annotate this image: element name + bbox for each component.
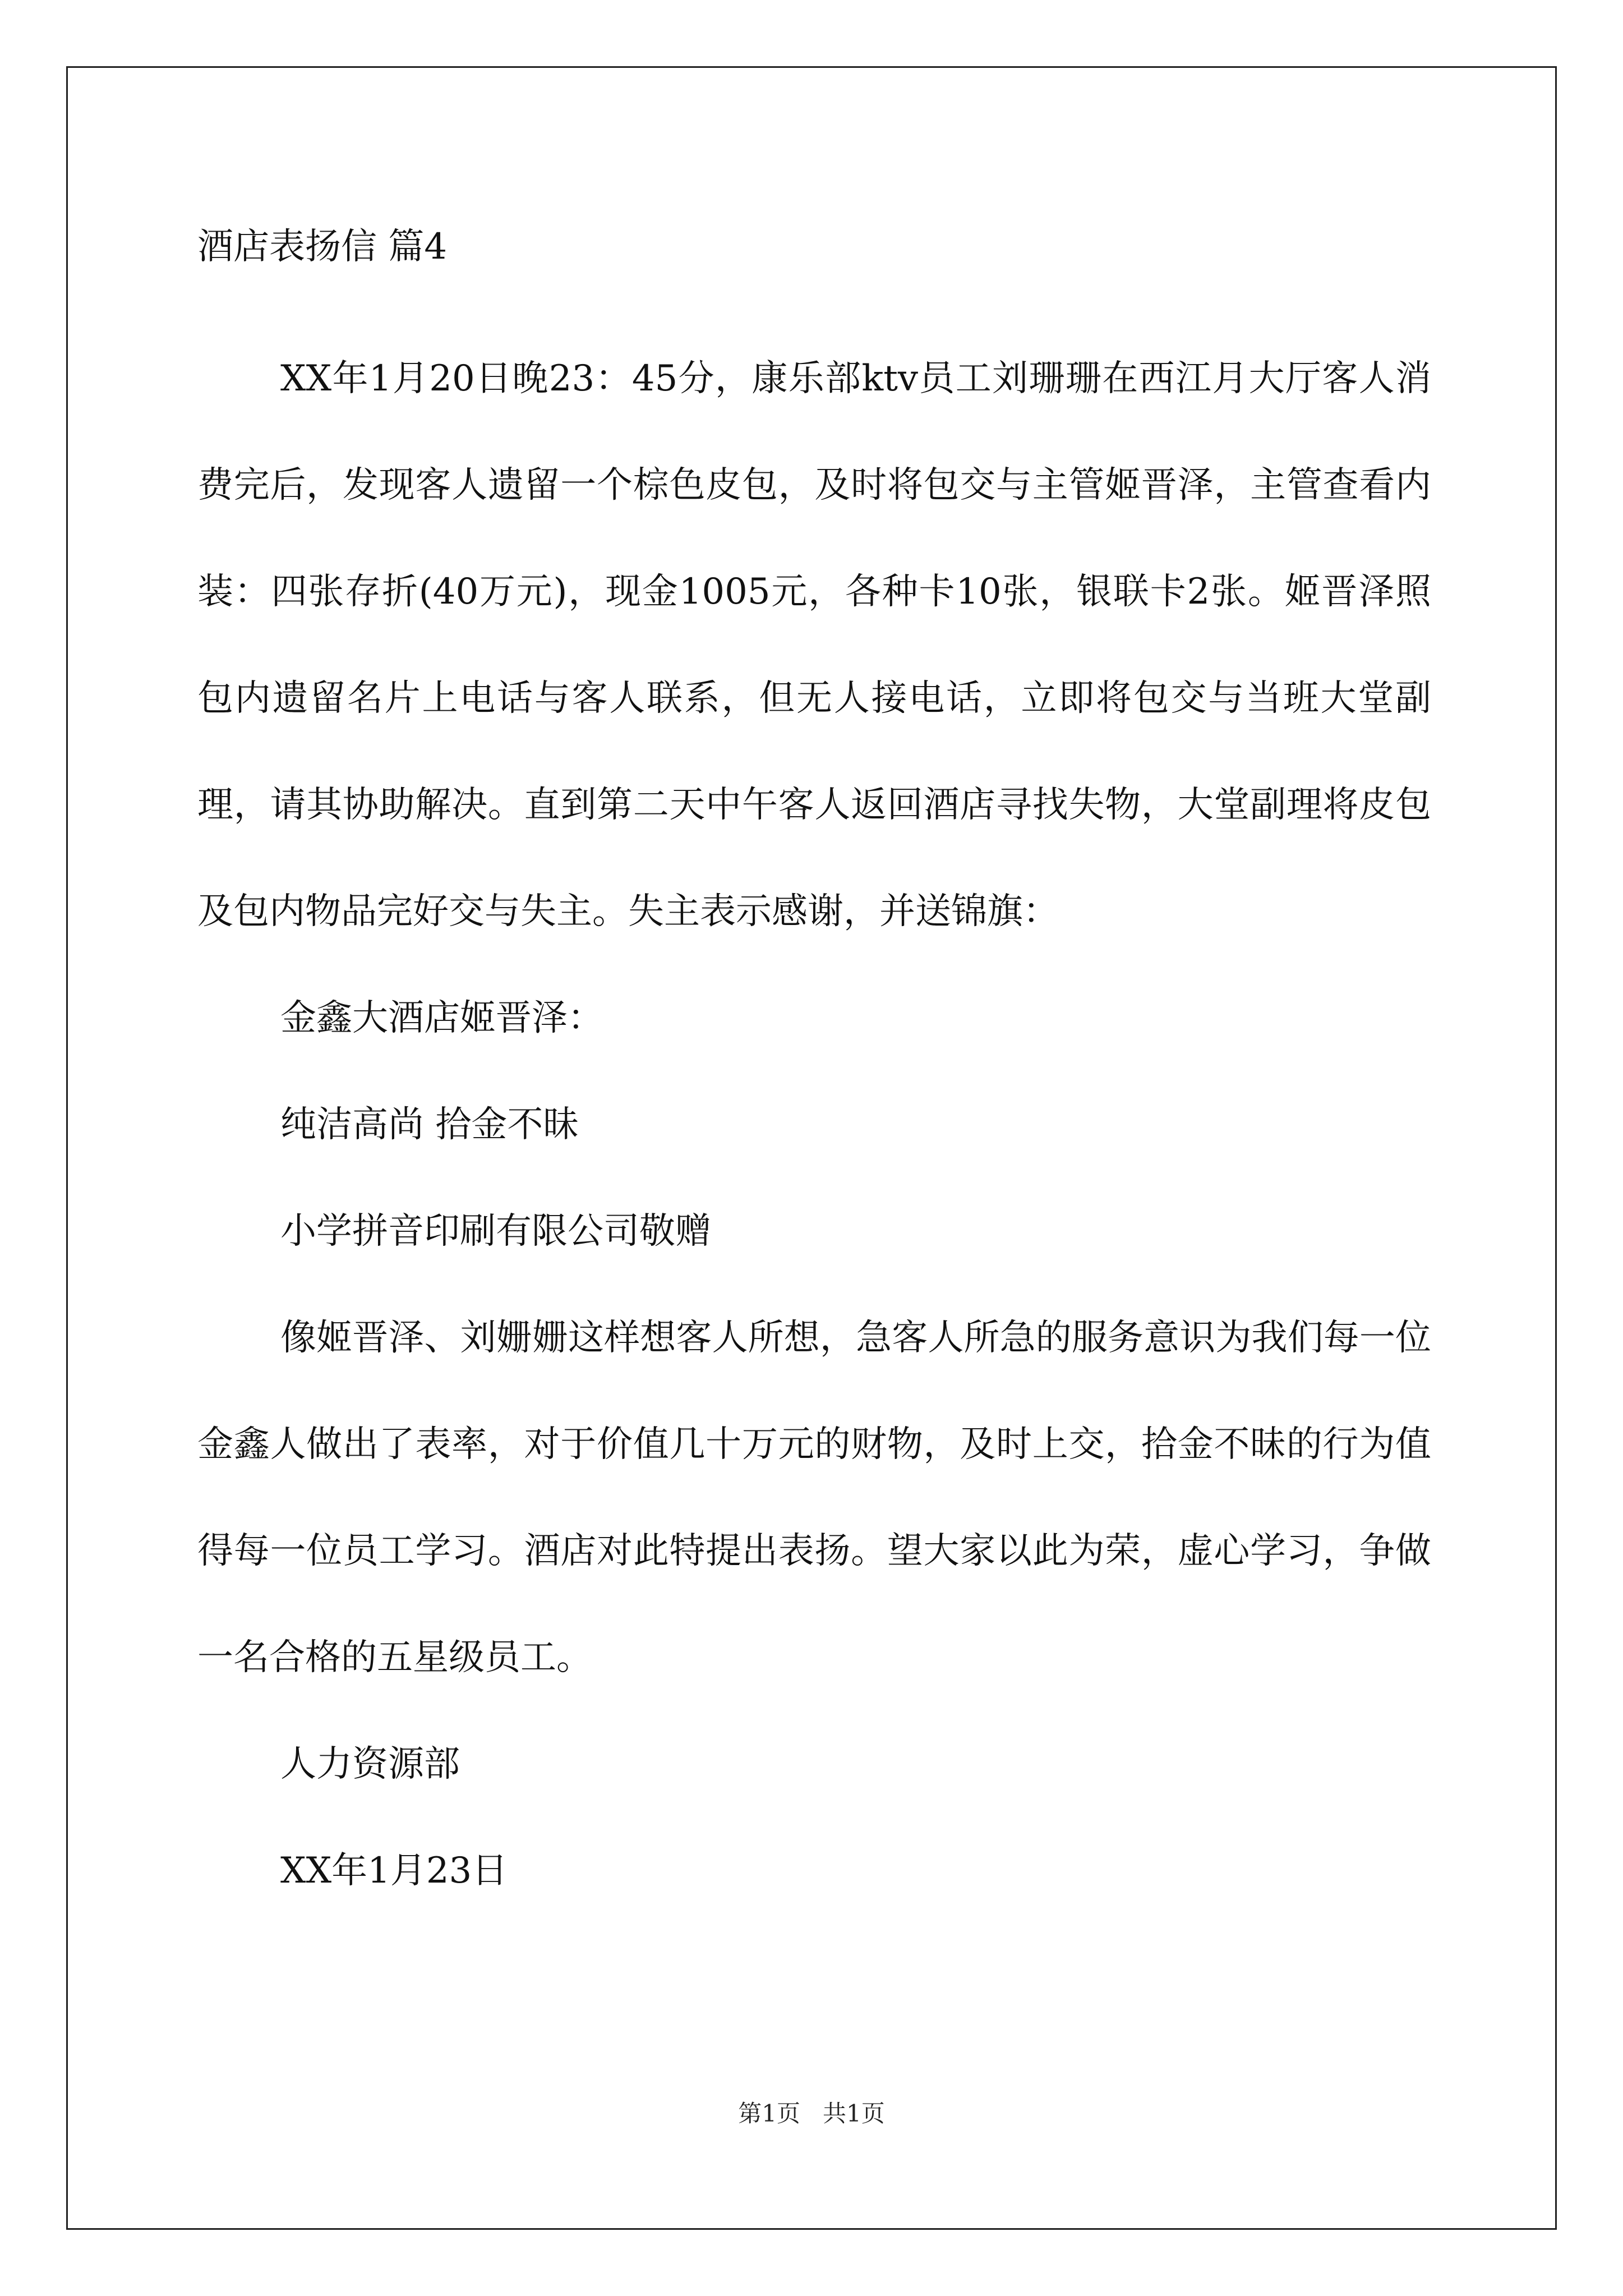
letter-date: XX年1月23日 bbox=[280, 1850, 508, 1892]
letter-body bbox=[197, 222, 1431, 1924]
document-title: 酒店表扬信 篇4 bbox=[197, 226, 448, 268]
paragraph-incident: XX年1月20日晚23：45分，康乐部ktv员工刘珊珊在西江月大厅客人消费完后，发现客人遗留一个棕色皮包，及时将包交与主管姬晋泽，主管查看内装：四张存折(40万元)，现金1005元，各种卡10张，银联卡2张。姬晋泽照包内遗留名片上电话与客人联系，但无人接电话，立即将包交与当班大堂副理，请其协助解决。直到第二天中午客人返回酒店寻找失物，大堂副理将皮包及包内物品完好交与失主。失主表示感谢，并送锦旗： bbox=[197, 358, 1431, 932]
banner-text: 纯洁高尚 拾金不昧 bbox=[280, 1104, 579, 1145]
signature: 人力资源部 bbox=[280, 1743, 460, 1785]
page-footer: 第1页 共1页 bbox=[738, 2100, 885, 2127]
paragraph-praise: 像姬晋泽、刘姗姗这样想客人所想，急客人所急的服务意识为我们每一位金鑫人做出了表率，对于价值几十万元的财物，及时上交，拾金不昧的行为值得每一位员工学习。酒店对此特提出表扬。望大家以此为荣，虚心学习，争做一名合格的五星级员工。 bbox=[197, 1317, 1431, 1678]
banner-giver: 小学拼音印刷有限公司敬赠 bbox=[280, 1211, 711, 1252]
banner-recipient: 金鑫大酒店姬晋泽： bbox=[280, 997, 603, 1039]
